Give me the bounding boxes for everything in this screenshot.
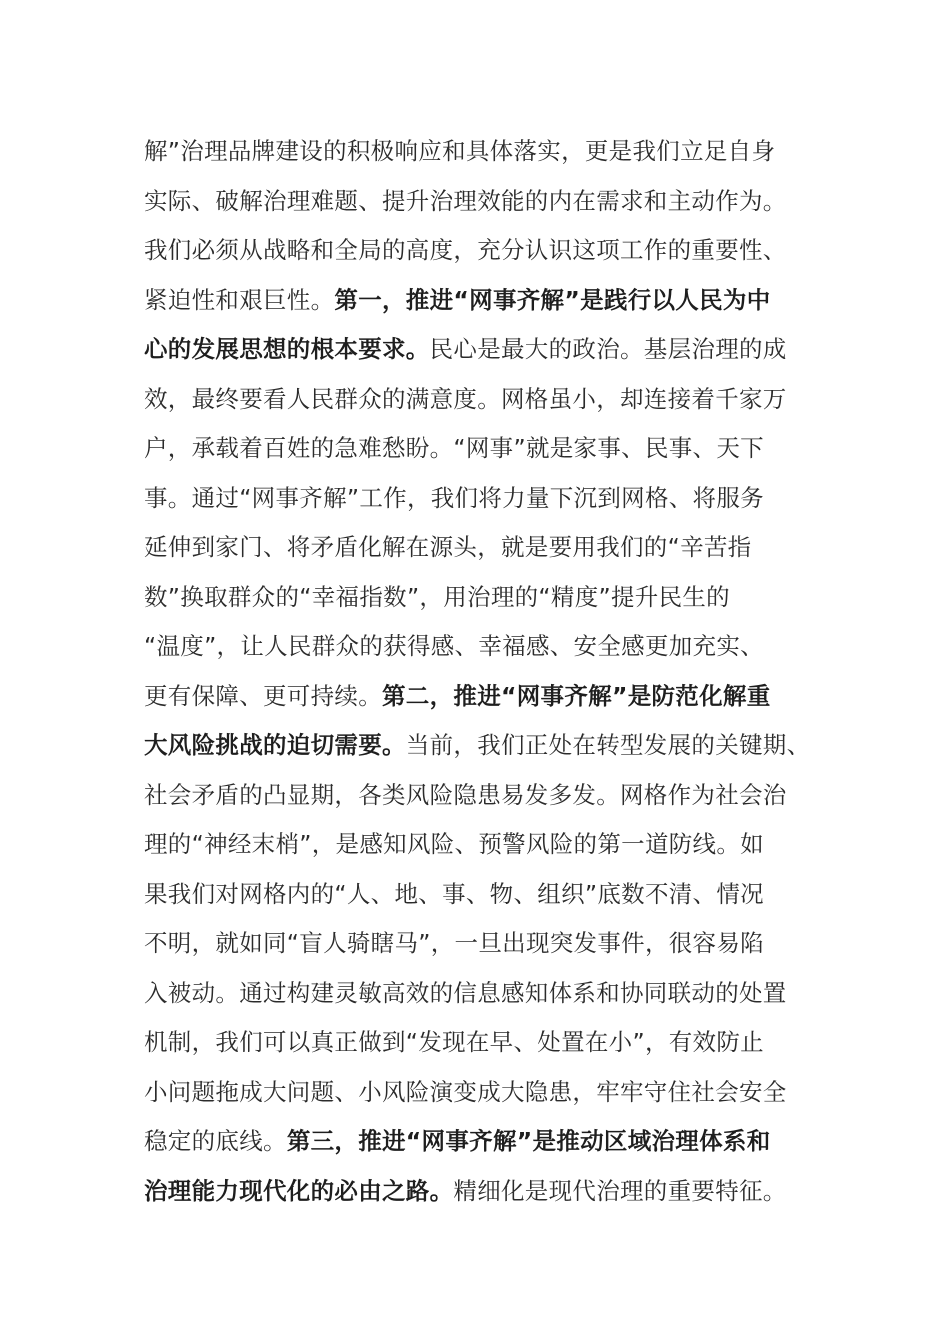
text-line [144, 721, 824, 771]
body-text: 入被动。通过构建灵敏高效的信息感知体系和协同联动的处置 [144, 978, 787, 1007]
body-text: 果我们对网格内的“人、地、事、物、组织”底数不清、情况 [144, 879, 764, 908]
body-text: 民心是最大的政治。基层治理的成 [429, 335, 787, 363]
body-text: 户，承载着百姓的急难愁盼。“网事”就是家事、民事、天下 [144, 434, 764, 462]
body-text: 效，最终要看人民群众的满意度。网格虽小，却连接着千家万 [144, 384, 787, 413]
text-line [144, 424, 824, 474]
text-line [144, 325, 824, 375]
bold-heading-text: 第一，推进“网事齐解”是践行以人民为中 [334, 285, 771, 314]
bold-heading-text: 第三，推进“网事齐解”是推动区域治理体系和 [286, 1127, 771, 1155]
body-text: 紧迫性和艰巨性。 [144, 285, 335, 314]
text-line [144, 127, 824, 177]
text-line [144, 1018, 824, 1068]
text-line [144, 1167, 824, 1217]
body-text: 事。通过“网事齐解”工作，我们将力量下沉到网格、将服务 [144, 483, 764, 512]
text-line [144, 622, 824, 672]
text-line [144, 573, 824, 623]
body-text: 不明，就如同“盲人骑瞎马”，一旦出现突发事件，很容易陷 [144, 929, 764, 957]
text-line [144, 226, 824, 276]
body-text: 精细化是现代治理的重要特征。 [453, 1176, 787, 1205]
body-text: 我们必须从战略和全局的高度，充分认识这项工作的重要性、 [144, 236, 787, 264]
body-text: 当前，我们正处在转型发展的关键期、 [405, 731, 811, 759]
text-line [144, 820, 824, 870]
text-line [144, 672, 824, 722]
text-line [144, 969, 824, 1019]
body-text: 解”治理品牌建设的积极响应和具体落实，更是我们立足自身 [144, 137, 776, 165]
text-line [144, 474, 824, 524]
text-line [144, 177, 824, 227]
document-body [144, 127, 824, 1216]
text-line [144, 375, 824, 425]
bold-heading-text: 治理能力现代化的必由之路。 [144, 1176, 454, 1205]
text-line [144, 919, 824, 969]
bold-heading-text: 大风险挑战的迫切需要。 [144, 731, 406, 759]
body-text: 稳定的底线。 [144, 1127, 287, 1155]
text-line [144, 771, 824, 821]
bold-heading-text: 心的发展思想的根本要求。 [144, 335, 430, 363]
text-line [144, 523, 824, 573]
body-text: 小问题拖成大问题、小风险演变成大隐患，牢牢守住社会安全 [144, 1077, 787, 1106]
body-text: 理的“神经末梢”，是感知风险、预警风险的第一道防线。如 [144, 830, 764, 858]
body-text: “温度”，让人民群众的获得感、幸福感、安全感更加充实、 [144, 632, 764, 660]
bold-heading-text: 第二，推进“网事齐解”是防范化解重 [382, 681, 771, 710]
body-text: 数”换取群众的“幸福指数”，用治理的“精度”提升民生的 [144, 582, 730, 611]
body-text: 实际、破解治理难题、提升治理效能的内在需求和主动作为。 [144, 186, 787, 215]
body-text: 延伸到家门、将矛盾化解在源头，就是要用我们的“辛苦指 [144, 533, 752, 561]
text-line [144, 870, 824, 920]
text-line [144, 1068, 824, 1118]
body-text: 更有保障、更可持续。 [144, 681, 382, 710]
text-line [144, 1117, 824, 1167]
text-line [144, 276, 824, 326]
body-text: 机制，我们可以真正做到“发现在早、处置在小”，有效防止 [144, 1028, 764, 1056]
body-text: 社会矛盾的凸显期，各类风险隐患易发多发。网格作为社会治 [144, 780, 787, 809]
